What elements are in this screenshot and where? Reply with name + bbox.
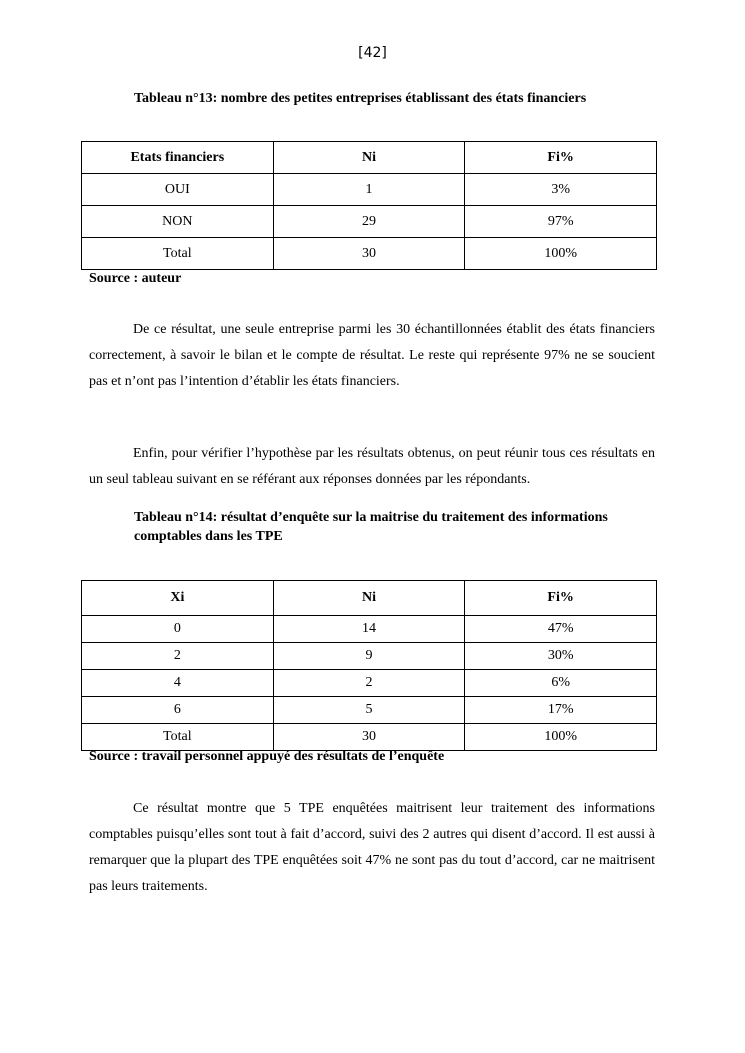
table14-caption: Tableau n°14: résultat d’enquête sur la maitrise du traitement des informations comptables dans les TPE [134,510,608,544]
table-cell: 6 [82,697,274,724]
table-header-row [82,142,657,174]
table13-caption: Tableau n°13: nombre des petites entreprises établissant des états financiers [134,91,587,106]
table13-source: Source : auteur [89,271,182,286]
table-cell: 0 [82,616,274,643]
paragraph-3: Ce résultat montre que 5 TPE enquêtées maitrisent leur traitement des informations comptables puisqu’elles sont tout à fait d’accord, suivi des 2 autres qui disent d’accord. Il est aussi à remarquer que la plupart des TPE enquêtées soit 47% ne sont pas du tout d’accord, car ne maitrisent pas leurs traitements. [89,801,655,894]
table-cell: 5 [273,697,465,724]
table13 [81,141,657,270]
table-cell: 30 [273,724,465,751]
table14 [81,580,657,751]
table-cell: 3% [465,174,657,206]
table-row [82,206,657,238]
paragraph-2: Enfin, pour vérifier l’hypothèse par les résultats obtenus, on peut réunir tous ces résultats en un seul tableau suivant en se référant aux réponses données par les répondants. [89,446,655,487]
table-cell: 100% [465,724,657,751]
header-cell: Fi% [465,581,657,616]
table-cell: 4 [82,670,274,697]
table-cell: 1 [273,174,465,206]
header-cell: Xi [82,581,274,616]
header-cell: Fi% [465,142,657,174]
table-cell: 100% [465,238,657,270]
header-cell: Etats financiers [82,142,274,174]
table-cell: Total [82,724,274,751]
table-cell: 17% [465,697,657,724]
table-cell: Total [82,238,274,270]
header-cell: Ni [273,142,465,174]
table-cell: 2 [82,643,274,670]
table-cell: OUI [82,174,274,206]
table14-source: Source : travail personnel appuyé des résultats de l’enquête [89,749,445,764]
table-cell: 6% [465,670,657,697]
table-cell: 29 [273,206,465,238]
table-cell: 14 [273,616,465,643]
page-number: [42] [358,45,387,61]
table-cell: 97% [465,206,657,238]
paragraph-1: De ce résultat, une seule entreprise parmi les 30 échantillonnées établit des états financiers correctement, à savoir le bilan et le compte de résultat. Le reste qui représente 97% ne se soucient pas et n’ont pas l’intention d’établir les états financiers. [89,322,655,389]
table-row [82,616,657,643]
table-row [82,670,657,697]
table-row [82,643,657,670]
table-cell: 47% [465,616,657,643]
table-row [82,724,657,751]
table-cell: 2 [273,670,465,697]
table-header-row [82,581,657,616]
table-cell: NON [82,206,274,238]
table-cell: 30% [465,643,657,670]
table-cell: 9 [273,643,465,670]
header-cell: Ni [273,581,465,616]
table-row [82,174,657,206]
table-row [82,697,657,724]
table-row [82,238,657,270]
table-cell: 30 [273,238,465,270]
